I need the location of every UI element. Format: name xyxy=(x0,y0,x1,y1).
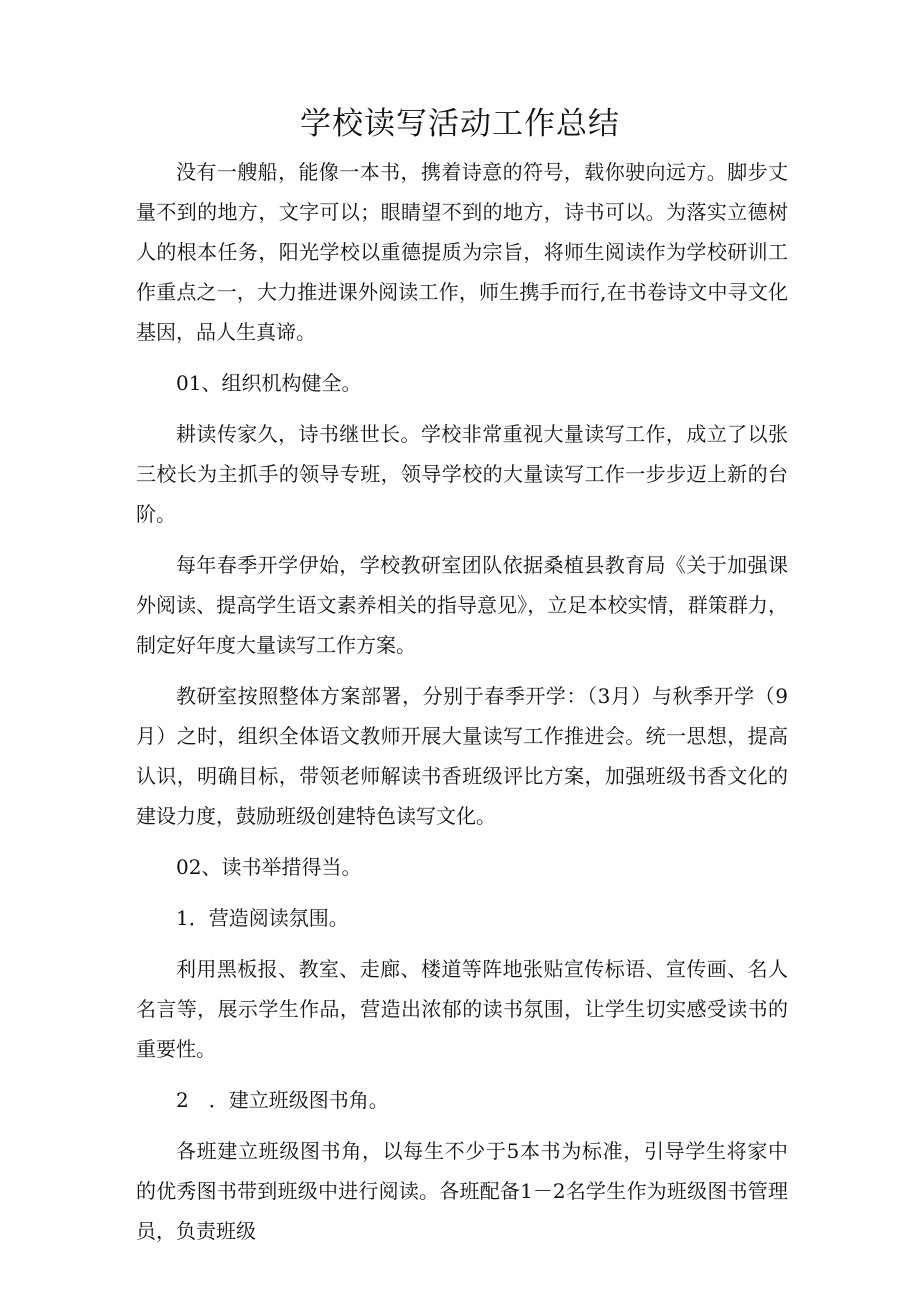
section-heading-01: 01、组织机构健全。 xyxy=(176,371,362,395)
body-paragraph: 耕读传家久，诗书继世长。学校非常重视大量读写工作，成立了以张三校长为主抓手的领导专班，领导学校的大量读写工作一步步迈上新的台阶。 xyxy=(136,422,788,526)
body-paragraph: 各班建立班级图书角，以每生不少于5本书为标准，引导学生将家中的优秀图书带到班级中进行阅读。各班配备1－2名学生作为班级图书管理员，负责班级 xyxy=(136,1139,788,1243)
body-paragraph: 教研室按照整体方案部署，分别于春季开学：（3月）与秋季开学（9月）之时，组织全体语文教师开展大量读写工作推进会。统一思想，提高认识，明确目标，带领老师解读书香班级评比方案，加强班级书香文化的建设力度，鼓励班级创建特色读写文化。 xyxy=(136,684,788,828)
intro-paragraph: 没有一艘船，能像一本书，携着诗意的符号，载你驶向远方。脚步丈量不到的地方，文字可以；眼睛望不到的地方，诗书可以。为落实立德树人的根本任务，阳光学校以重德提质为宗旨，将师生阅读作为学校研训工作重点之一，大力推进课外阅读工作，师生携手而行,在书卷诗文中寻文化基因，品人生真谛。 xyxy=(136,160,788,344)
subsection-heading-2: 2 ．建立班级图书角。 xyxy=(176,1088,389,1112)
body-paragraph: 每年春季开学伊始，学校教研室团队依据桑植县教育局《关于加强课外阅读、提高学生语文素养相关的指导意见》，立足本校实情，群策群力，制定好年度大量读写工作方案。 xyxy=(136,553,788,657)
section-heading-02: 02、读书举措得当。 xyxy=(176,855,362,879)
document-body xyxy=(136,152,788,1262)
body-paragraph: 利用黑板报、教室、走廊、楼道等阵地张贴宣传标语、宣传画、名人名言等，展示学生作品，营造出浓郁的读书氛围，让学生切实感受读书的重要性。 xyxy=(136,957,788,1061)
document-title: 学校读写活动工作总结 xyxy=(300,106,620,142)
subsection-heading-1: 1．营造阅读氛围。 xyxy=(176,906,349,930)
